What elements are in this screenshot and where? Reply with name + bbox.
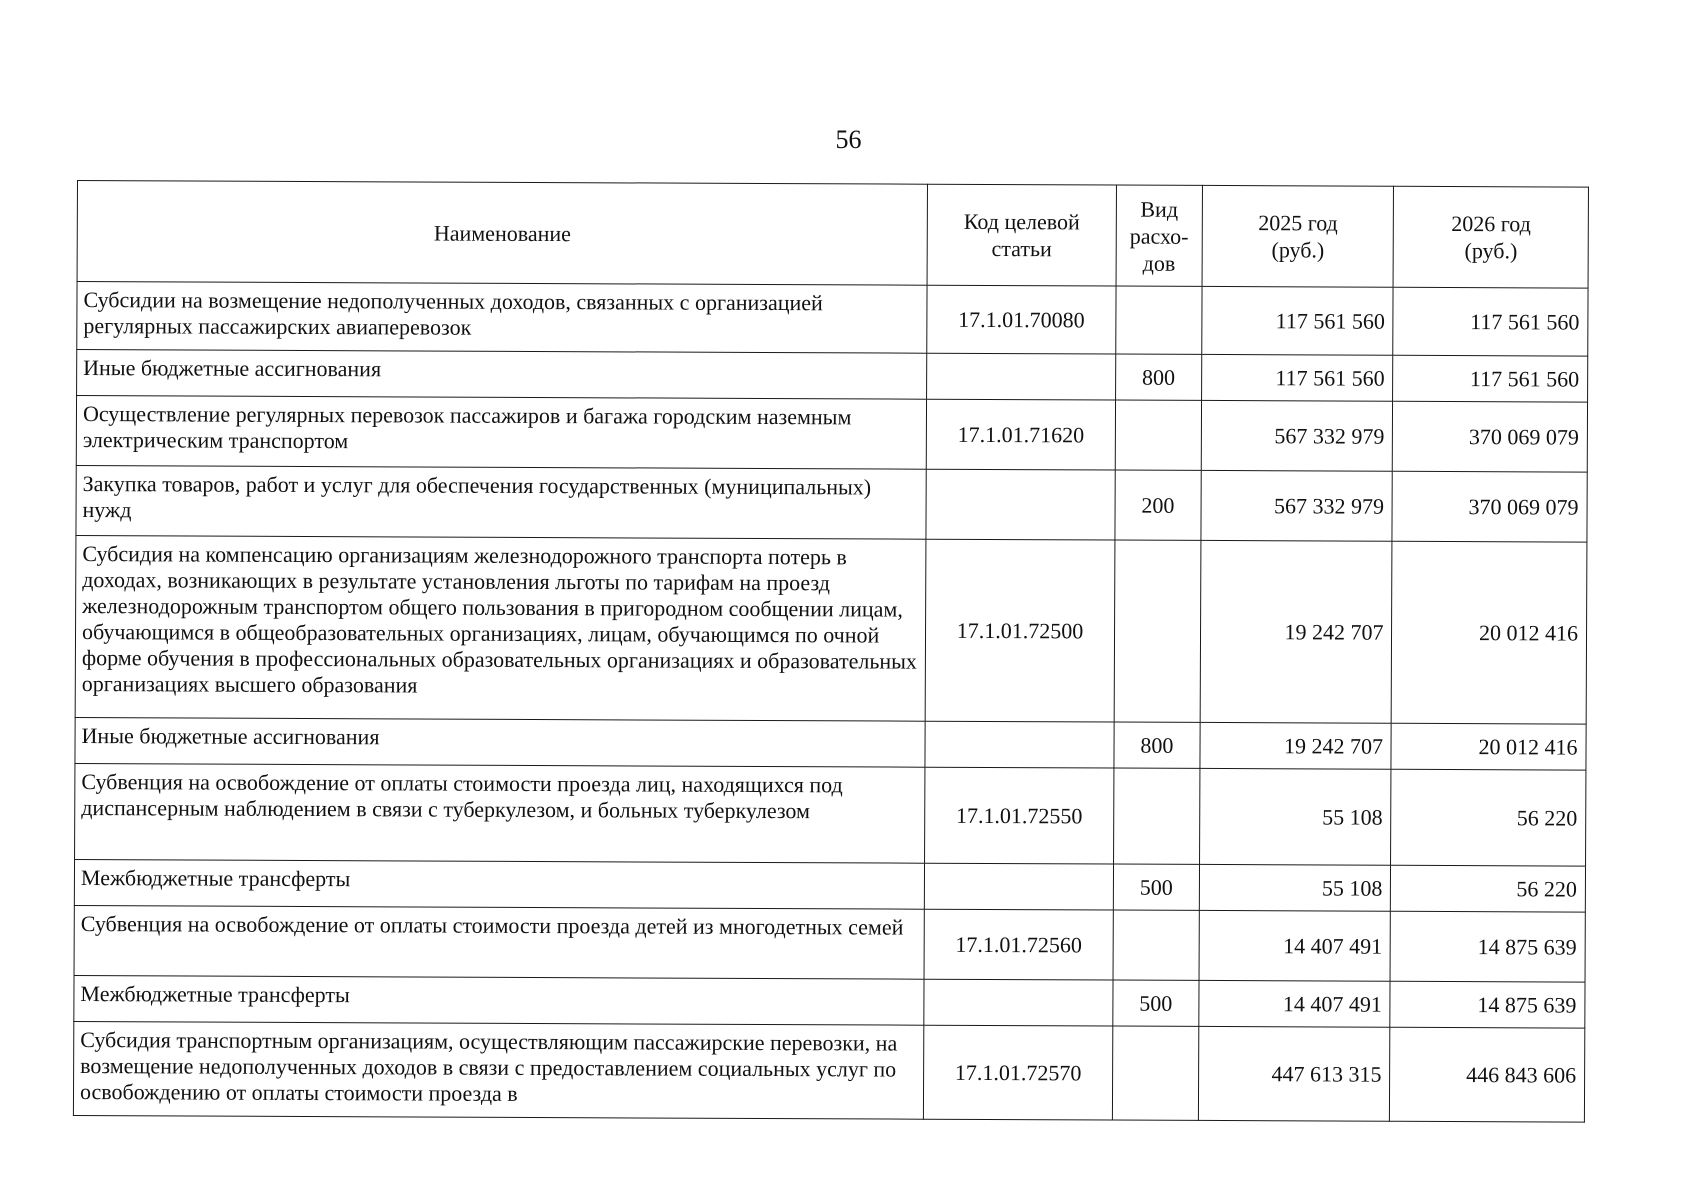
table-row [77, 350, 1588, 403]
row-type: 500 [1113, 864, 1199, 910]
row-type [1112, 1026, 1199, 1120]
row-value-2025: 19 242 707 [1200, 722, 1392, 769]
row-value-2026: 20 012 416 [1391, 723, 1586, 770]
table-row [77, 282, 1588, 357]
row-value-2025: 567 332 979 [1201, 400, 1393, 471]
row-type [1115, 286, 1202, 354]
row-value-2025: 117 561 560 [1202, 354, 1394, 401]
row-code: 17.1.01.72500 [925, 539, 1114, 722]
table-row [76, 396, 1587, 473]
table-header-row [77, 181, 1588, 289]
row-value-2025: 14 407 491 [1199, 910, 1391, 981]
header-2025: 2025 год (руб.) [1202, 185, 1394, 287]
row-code [924, 979, 1113, 1026]
header-2026: 2026 год (руб.) [1393, 186, 1588, 288]
row-name: Межбюджетные трансферты [74, 975, 924, 1025]
row-name: Межбюджетные трансферты [74, 859, 924, 909]
page-number: 56 [835, 125, 862, 154]
row-type: 800 [1114, 722, 1200, 768]
row-name: Иные бюджетные ассигнования [75, 717, 925, 767]
header-type: Вид расхо-дов [1116, 185, 1203, 286]
table-row [74, 975, 1585, 1028]
row-type [1115, 400, 1202, 470]
row-code [925, 721, 1114, 768]
row-name: Субсидии на возмещение недополученных доходов, связанных с организацией регулярных пассажирских авиаперевозок [77, 282, 928, 354]
row-type: 800 [1115, 354, 1201, 400]
row-value-2026: 20 012 416 [1392, 541, 1587, 724]
row-code [927, 353, 1116, 400]
row-type: 500 [1113, 980, 1199, 1026]
row-name: Закупка товаров, работ и услуг для обеспечения государственных (муниципальных) нужд [76, 465, 927, 539]
row-value-2026: 117 561 560 [1393, 287, 1588, 356]
table-row [75, 763, 1586, 866]
header-name: Наименование [77, 181, 928, 286]
header-code: Код целевой статьи [927, 184, 1116, 286]
table-row [75, 535, 1587, 724]
row-name: Субвенция на освобождение от оплаты стоимости проезда лиц, находящихся под диспансерным наблюдением в связи с туберкулезом, и больных туберкулезом [75, 763, 926, 863]
row-value-2025: 447 613 315 [1198, 1026, 1390, 1121]
row-code: 17.1.01.72550 [925, 767, 1114, 864]
row-value-2025: 19 242 707 [1200, 540, 1392, 723]
row-value-2026: 117 561 560 [1393, 355, 1588, 402]
row-code: 17.1.01.71620 [926, 399, 1115, 470]
row-name: Осуществление регулярных перевозок пассажиров и багажа городским наземным электрическим транспортом [76, 396, 927, 470]
row-code [925, 863, 1114, 910]
row-value-2025: 117 561 560 [1202, 286, 1394, 355]
table-row [74, 905, 1585, 982]
row-value-2026: 56 220 [1391, 769, 1586, 866]
row-code [926, 469, 1115, 540]
row-type [1113, 910, 1200, 980]
row-value-2026: 370 069 079 [1392, 471, 1587, 542]
row-value-2025: 55 108 [1199, 864, 1391, 911]
row-value-2025: 567 332 979 [1201, 470, 1393, 541]
budget-table [73, 180, 1589, 1123]
table-row [73, 1021, 1584, 1122]
table-row [75, 717, 1586, 770]
table-row [74, 859, 1585, 912]
row-value-2025: 14 407 491 [1199, 980, 1391, 1027]
row-name: Субсидия на компенсацию организациям железнодорожного транспорта потерь в доходах, возникающих в результате установления льготы по тарифам на проезд железнодорожным транспортом общего пользования в пригородном сообщении лицам, обучающимся в общеобразовательных организациях, лицам, обучающимся по очной форме обучения в профессиональных образовательных организациях и образовательных организациях высшего образования [75, 535, 926, 721]
row-name: Субвенция на освобождение от оплаты стоимости проезда детей из многодетных семей [74, 905, 925, 979]
row-type [1113, 768, 1200, 864]
row-type [1114, 540, 1201, 722]
row-value-2026: 56 220 [1391, 865, 1586, 912]
row-name: Иные бюджетные ассигнования [77, 350, 927, 400]
row-code: 17.1.01.72570 [924, 1025, 1113, 1120]
row-code: 17.1.01.72560 [924, 909, 1113, 980]
row-value-2026: 14 875 639 [1390, 981, 1585, 1028]
row-value-2025: 55 108 [1199, 768, 1391, 865]
row-code: 17.1.01.70080 [927, 285, 1116, 354]
row-value-2026: 446 843 606 [1390, 1027, 1585, 1122]
row-type: 200 [1115, 470, 1202, 540]
row-value-2026: 370 069 079 [1393, 401, 1588, 472]
row-value-2026: 14 875 639 [1390, 911, 1585, 982]
table-row [76, 465, 1587, 542]
row-name: Субсидия транспортным организациям, осуществляющим пассажирские перевозки, на возмещение недополученных доходов в связи с предоставлением социальных услуг по освобождению от оплаты стоимости проезда в [73, 1021, 924, 1119]
